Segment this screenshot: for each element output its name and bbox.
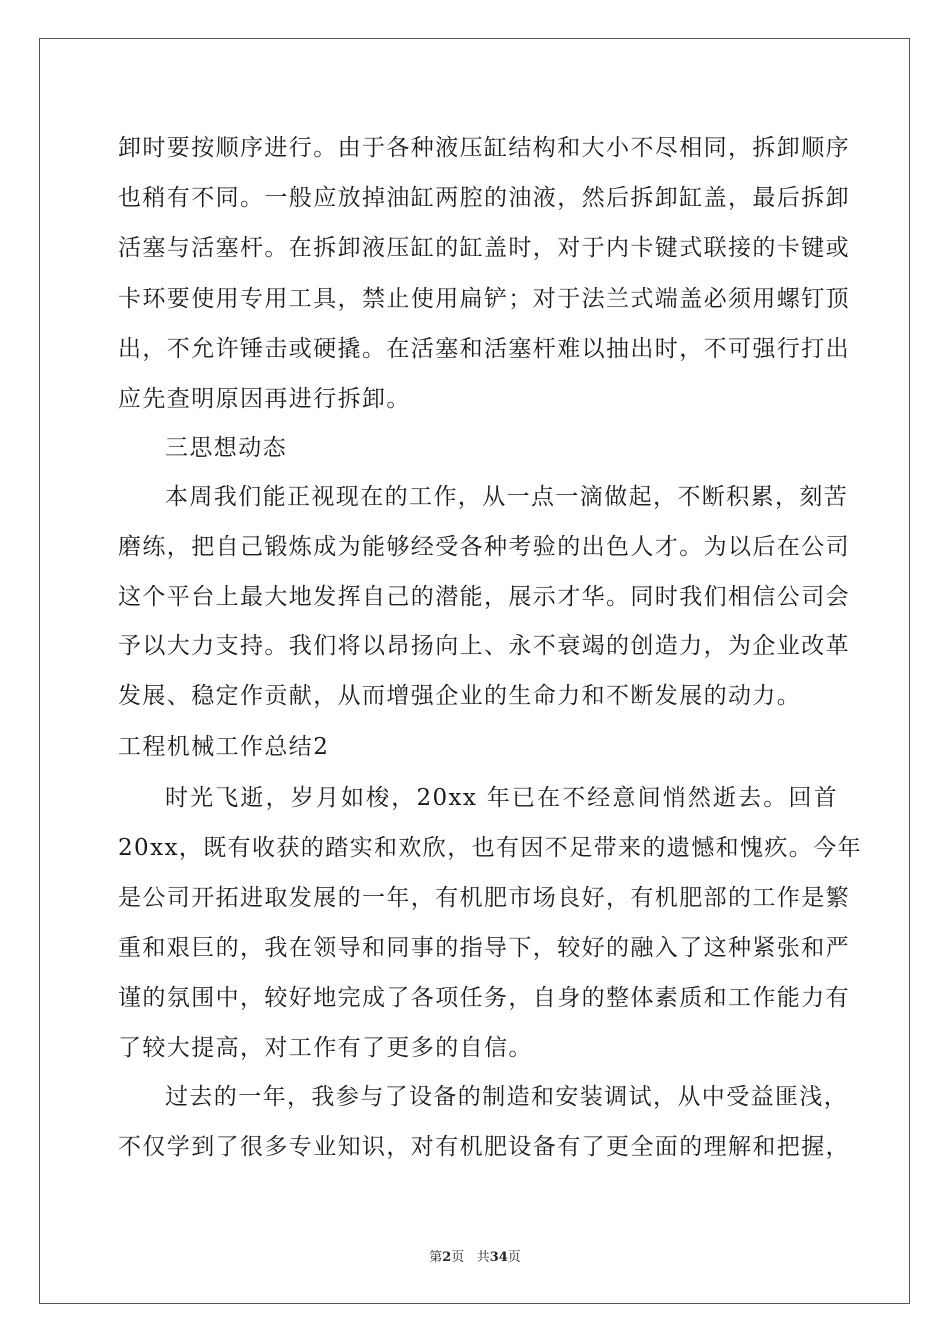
page-border bbox=[39, 38, 910, 1304]
text-line: 不仅学到了很多专业知识，对有机肥设备有了更全面的理解和把握， bbox=[118, 1134, 850, 1160]
total-suffix: 页 bbox=[507, 1250, 521, 1265]
text-line: 20xx，既有收获的踏实和欢欣，也有因不足带来的遗憾和愧疚。今年 bbox=[118, 835, 863, 861]
text-line: 这个平台上最大地发挥自己的潜能，展示才华。同时我们相信公司会 bbox=[118, 584, 850, 610]
page-footer bbox=[0, 1250, 950, 1266]
text-line: 出，不允许锤击或硬撬。在活塞和活塞杆难以抽出时，不可强行打出 bbox=[118, 336, 850, 362]
text-line: 应先查明原因再进行拆卸。 bbox=[118, 386, 411, 412]
text-line: 谨的氛围中，较好地完成了各项任务，自身的整体素质和工作能力有 bbox=[118, 985, 850, 1011]
text-line: 活塞与活塞杆。在拆卸液压缸的缸盖时，对于内卡键式联接的卡键或 bbox=[118, 235, 850, 261]
total-page-count: 34 bbox=[489, 1250, 508, 1265]
text-line: 卡环要使用专用工具，禁止使用扁铲；对于法兰式端盖必须用螺钉顶 bbox=[118, 286, 850, 312]
total-prefix: 共 bbox=[476, 1250, 490, 1265]
text-line: 是公司开拓进取发展的一年，有机肥市场良好，有机肥部的工作是繁 bbox=[118, 885, 850, 911]
text-line: 发展、稳定作贡献，从而增强企业的生命力和不断发展的动力。 bbox=[118, 683, 802, 709]
section-title: 工程机械工作总结2 bbox=[118, 734, 330, 760]
text-line: 了较大提高，对工作有了更多的自信。 bbox=[118, 1035, 533, 1061]
text-line: 过去的一年，我参与了设备的制造和安装调试，从中受益匪浅， bbox=[165, 1084, 849, 1110]
text-line: 本周我们能正视现在的工作，从一点一滴做起，不断积累，刻苦 bbox=[165, 484, 849, 510]
text-line: 时光飞逝，岁月如梭，20xx 年已在不经意间悄然逝去。回首 bbox=[165, 785, 838, 811]
page-prefix: 第 bbox=[429, 1250, 443, 1265]
text-line: 磨练，把自己锻炼成为能够经受各种考验的出色人才。为以后在公司 bbox=[118, 534, 850, 560]
section-heading: 三思想动态 bbox=[165, 435, 287, 461]
text-line: 也稍有不同。一般应放掉油缸两腔的油液，然后拆卸缸盖，最后拆卸 bbox=[118, 185, 850, 211]
page-suffix: 页 bbox=[451, 1250, 465, 1265]
text-line: 卸时要按顺序进行。由于各种液压缸结构和大小不尽相同，拆卸顺序 bbox=[118, 135, 850, 161]
current-page-number: 2 bbox=[442, 1250, 452, 1265]
text-line: 予以大力支持。我们将以昂扬向上、永不衰竭的创造力，为企业改革 bbox=[118, 633, 850, 659]
text-line: 重和艰巨的，我在领导和同事的指导下，较好的融入了这种紧张和严 bbox=[118, 935, 850, 961]
